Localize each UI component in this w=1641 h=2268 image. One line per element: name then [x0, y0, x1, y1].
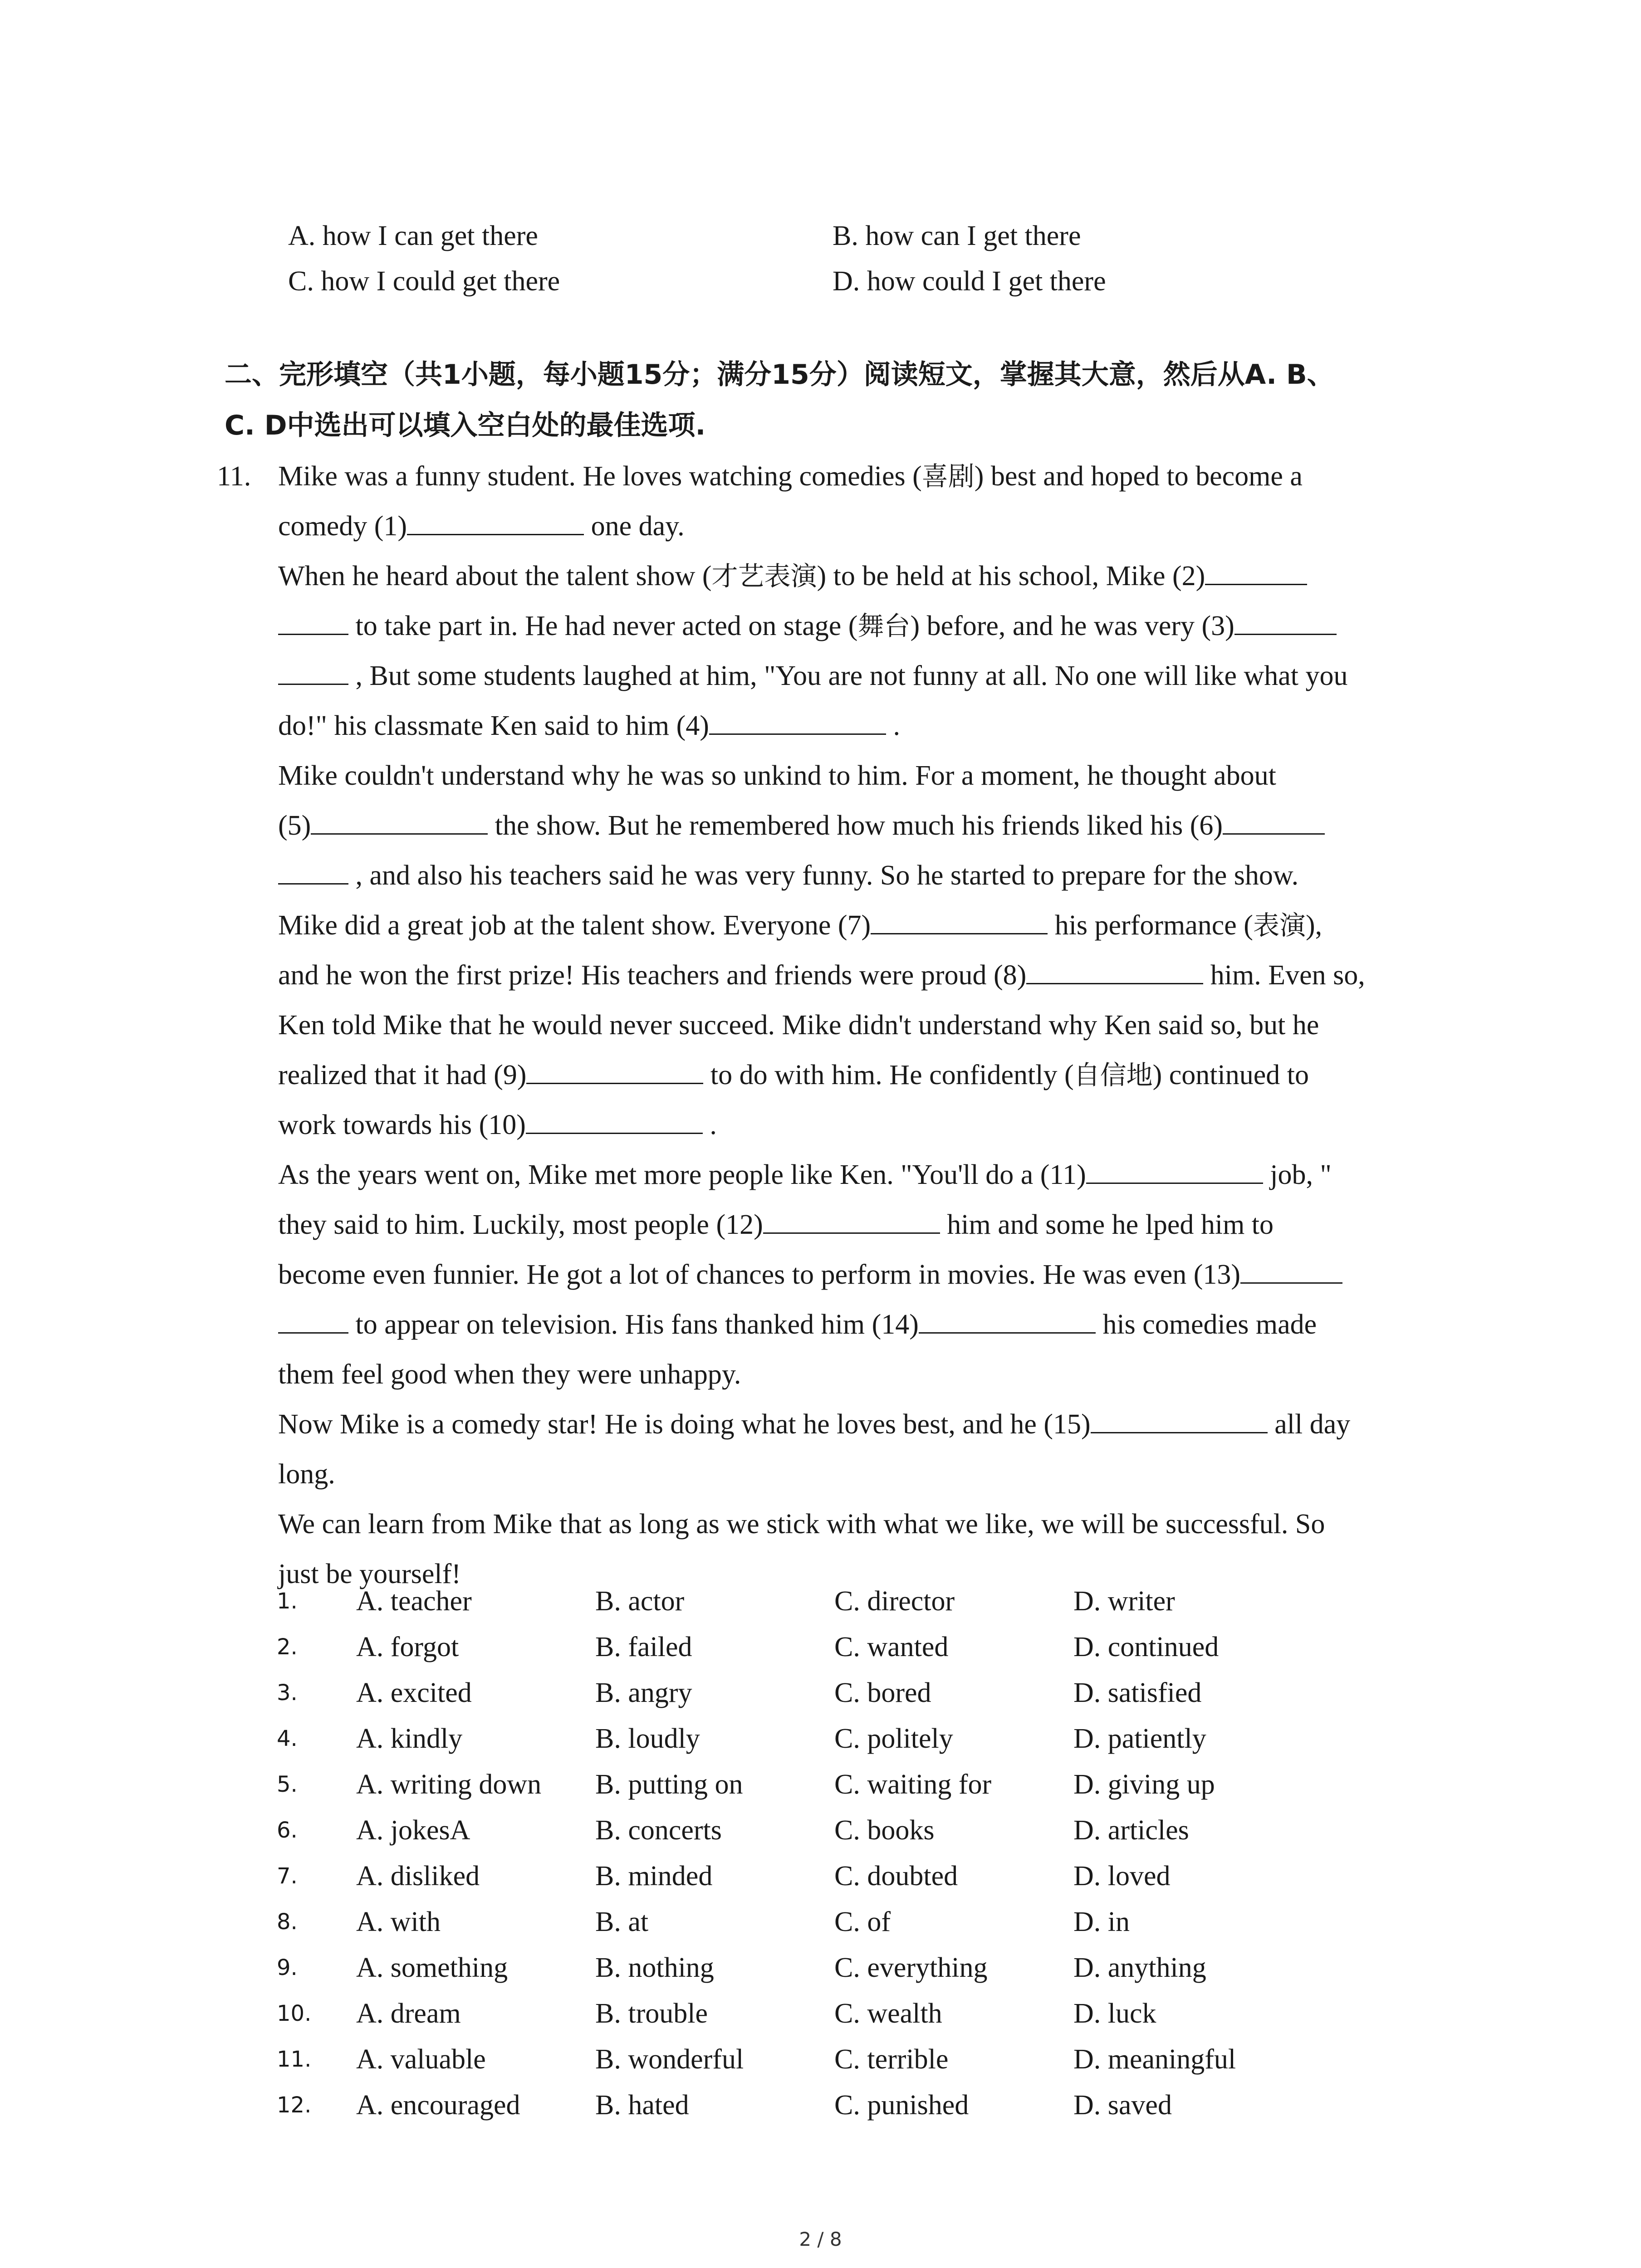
choice-option-a[interactable]: A. kindly: [356, 1723, 463, 1754]
choice-option-a[interactable]: A. something: [356, 1952, 508, 1983]
choice-option-c[interactable]: C. politely: [834, 1723, 953, 1754]
choice-option-a[interactable]: A. forgot: [356, 1632, 459, 1662]
choice-option-c[interactable]: C. wealth: [834, 1998, 942, 2029]
passage-text: work towards his (10): [278, 1110, 526, 1140]
passage-text: one day.: [584, 511, 685, 542]
passage-text: Mike couldn't understand why he was so unkind to him. For a moment, he thought about: [278, 760, 1276, 791]
blank-1[interactable]: [407, 511, 584, 535]
option-a: A. how I can get there: [288, 220, 538, 251]
blank-3[interactable]: [1234, 611, 1337, 635]
choice-row: [277, 1762, 1313, 1808]
passage-text: to take part in. He had never acted on stage (: [348, 611, 858, 641]
choice-option-c[interactable]: C. everything: [834, 1952, 988, 1983]
passage-text: We can learn from Mike that as long as we stick with what we like, we will be successful. So: [278, 1509, 1325, 1540]
choice-option-d[interactable]: D. luck: [1073, 1998, 1156, 2029]
choice-number: 8.: [277, 1909, 298, 1935]
question-number: 11.: [217, 461, 251, 492]
choice-option-d[interactable]: D. patiently: [1073, 1723, 1206, 1754]
passage-text: comedy (1): [278, 511, 407, 542]
choice-row: [277, 1716, 1313, 1762]
choice-option-d[interactable]: D. satisfied: [1073, 1677, 1202, 1708]
passage-line: [217, 900, 1451, 950]
passage-text: become even funnier. He got a lot of chances to perform in movies. He was even (13): [278, 1259, 1241, 1290]
choice-option-a[interactable]: A. writing down: [356, 1769, 542, 1800]
choice-number: 10.: [277, 2001, 312, 2026]
passage-text: to do with him. He confidently (: [703, 1060, 1074, 1090]
choice-row: [277, 2037, 1313, 2082]
choice-option-b[interactable]: B. failed: [595, 1632, 692, 1662]
choice-option-a[interactable]: A. excited: [356, 1677, 472, 1708]
passage-line: [217, 551, 1451, 601]
choice-option-a[interactable]: A. dream: [356, 1998, 461, 2029]
passage-line: [217, 950, 1451, 1000]
choice-option-d[interactable]: D. anything: [1073, 1952, 1206, 1983]
passage-line: [217, 1200, 1451, 1250]
choice-option-a[interactable]: A. jokesA: [356, 1815, 470, 1846]
blank-12[interactable]: [763, 1210, 940, 1234]
choice-number: 11.: [277, 2047, 312, 2072]
option-row: [288, 259, 1377, 304]
choice-option-b[interactable]: B. hated: [595, 2090, 689, 2121]
passage-line: [217, 1100, 1451, 1150]
passage-line: [217, 701, 1451, 751]
choice-option-d[interactable]: D. loved: [1073, 1861, 1171, 1892]
passage-line: [217, 751, 1451, 801]
choice-option-b[interactable]: B. trouble: [595, 1998, 708, 2029]
passage-line: [217, 1449, 1451, 1499]
passage-line: [217, 1499, 1451, 1549]
passage-text: the show. But he remembered how much his friends liked his (6): [488, 810, 1223, 841]
previous-question-options: [288, 213, 1377, 304]
passage-line: [217, 1349, 1451, 1399]
passage-text: When he heard about the talent show (: [278, 561, 712, 591]
passage-text: .: [702, 1110, 717, 1140]
choice-number: 7.: [277, 1863, 298, 1889]
passage-text: they said to him. Luckily, most people (12): [278, 1209, 763, 1240]
choice-option-c[interactable]: C. doubted: [834, 1861, 958, 1892]
passage-text: long.: [278, 1459, 335, 1490]
blank-13[interactable]: [1240, 1260, 1342, 1284]
option-c: C. how I could get there: [288, 266, 560, 297]
passage-line: [217, 501, 1451, 551]
passage-text: Now Mike is a comedy star! He is doing what he loves best, and he (15): [278, 1409, 1091, 1440]
choice-option-a[interactable]: A. valuable: [356, 2044, 486, 2075]
chinese-gloss: 表演: [1253, 910, 1306, 941]
choice-number: 9.: [277, 1955, 298, 1980]
choice-option-c[interactable]: C. books: [834, 1815, 935, 1846]
passage-text: Mike did a great job at the talent show. Everyone (7): [278, 910, 871, 941]
choice-row: [277, 1808, 1313, 1853]
passage-line: [217, 1050, 1451, 1100]
passage-text: do!" his classmate Ken said to him (4): [278, 710, 709, 741]
choice-option-a[interactable]: A. teacher: [356, 1586, 472, 1617]
choice-option-b[interactable]: B. putting on: [595, 1769, 743, 1800]
choice-option-b[interactable]: B. nothing: [595, 1952, 714, 1983]
passage-text: Mike was a funny student. He loves watching comedies (: [278, 461, 922, 492]
choice-option-b[interactable]: B. wonderful: [595, 2044, 744, 2075]
choice-option-b[interactable]: B. minded: [595, 1861, 713, 1892]
chinese-gloss: 舞台: [857, 611, 911, 641]
chinese-gloss: 喜剧: [921, 461, 975, 492]
choice-option-b[interactable]: B. at: [595, 1906, 649, 1937]
section-heading-line: 二、完形填空（共1小题，每小题15分；满分15分）阅读短文，掌握其大意，然后从A. B、: [225, 359, 1334, 391]
blank-5[interactable]: [311, 811, 488, 835]
choice-option-d[interactable]: D. in: [1073, 1906, 1130, 1937]
choice-row: [277, 1899, 1313, 1945]
blank-14[interactable]: [919, 1310, 1096, 1334]
passage-text: to appear on television. His fans thanked him (14): [348, 1309, 919, 1340]
passage-text: , But some students laughed at him, "You are not funny at all. No one will like what you: [348, 660, 1348, 691]
passage-line: [217, 850, 1451, 900]
blank-4[interactable]: [709, 711, 886, 735]
choice-option-c[interactable]: C. terrible: [834, 2044, 949, 2075]
passage-line: [217, 1150, 1451, 1200]
choice-option-c[interactable]: C. bored: [834, 1677, 931, 1708]
passage-line: [217, 1250, 1451, 1300]
passage-text: .: [886, 710, 900, 741]
choice-row: [277, 1945, 1313, 1991]
cloze-passage: [217, 451, 1451, 1599]
passage-text: Ken told Mike that he would never succeed. Mike didn't understand why Ken said so, but he: [278, 1010, 1319, 1041]
passage-text: job, ": [1263, 1159, 1332, 1190]
choice-number: 3.: [277, 1680, 298, 1706]
choice-option-b[interactable]: B. concerts: [595, 1815, 722, 1846]
blank-8[interactable]: [1026, 960, 1203, 984]
choice-row: [277, 1853, 1313, 1899]
passage-text: (5): [278, 810, 311, 841]
option-b: B. how can I get there: [833, 220, 1081, 251]
choice-number: 4.: [277, 1726, 298, 1751]
blank-3-continued[interactable]: [278, 661, 348, 685]
choice-option-c[interactable]: C. wanted: [834, 1632, 949, 1662]
passage-line: [217, 651, 1451, 701]
passage-text: all day: [1267, 1409, 1351, 1440]
page-number: 2 / 8: [799, 2228, 842, 2250]
passage-line: [217, 1399, 1451, 1449]
passage-text: and he won the first prize! His teachers and friends were proud (8): [278, 960, 1027, 991]
choice-option-a[interactable]: A. with: [356, 1906, 441, 1937]
choice-option-b[interactable]: B. angry: [595, 1677, 692, 1708]
answer-choices: [277, 1579, 1313, 2128]
choice-option-c[interactable]: C. punished: [834, 2090, 969, 2121]
section-heading: [225, 349, 1450, 451]
section-heading-line: C. D中选出可以填入空白处的最佳选项.: [225, 410, 706, 441]
passage-text: ) continued to: [1152, 1060, 1309, 1090]
blank-7[interactable]: [871, 910, 1048, 934]
passage-line: [217, 1300, 1451, 1349]
blank-2-continued[interactable]: [278, 611, 348, 635]
passage-text: , and also his teachers said he was very funny. So he started to prepare for the show.: [348, 860, 1299, 891]
passage-text: ),: [1305, 910, 1323, 941]
blank-9[interactable]: [526, 1060, 703, 1084]
passage-text: his comedies made: [1095, 1309, 1317, 1340]
choice-option-b[interactable]: B. actor: [595, 1586, 685, 1617]
choice-option-c[interactable]: C. of: [834, 1906, 891, 1937]
choice-row: [277, 2082, 1313, 2128]
choice-number: 1.: [277, 1589, 298, 1614]
passage-text: realized that it had (9): [278, 1060, 527, 1090]
choice-row: [277, 1991, 1313, 2037]
passage-text: just be yourself!: [278, 1559, 461, 1589]
passage-line: [217, 601, 1451, 651]
choice-row: [277, 1624, 1313, 1670]
choice-option-b[interactable]: B. loudly: [595, 1723, 700, 1754]
passage-line: [217, 451, 1451, 501]
choice-option-c[interactable]: C. director: [834, 1586, 955, 1617]
option-row: [288, 213, 1377, 259]
passage-text: ) before, and he was very (3): [910, 611, 1234, 641]
blank-15[interactable]: [1091, 1409, 1268, 1433]
passage-text: ) to be held at his school, Mike (2): [817, 561, 1205, 591]
passage-text: As the years went on, Mike met more people like Ken. "You'll do a (11): [278, 1159, 1086, 1190]
passage-text: his performance (: [1048, 910, 1253, 941]
choice-option-c[interactable]: C. waiting for: [834, 1769, 992, 1800]
blank-6[interactable]: [1223, 811, 1325, 835]
choice-option-d[interactable]: D. meaningful: [1073, 2044, 1236, 2075]
option-d: D. how could I get there: [833, 266, 1106, 297]
choice-option-a[interactable]: A. encouraged: [356, 2090, 520, 2121]
choice-option-d[interactable]: D. saved: [1073, 2090, 1172, 2121]
choice-option-d[interactable]: D. continued: [1073, 1632, 1219, 1662]
blank-11[interactable]: [1086, 1160, 1263, 1184]
choice-number: 6.: [277, 1818, 298, 1843]
choice-option-d[interactable]: D. writer: [1073, 1586, 1175, 1617]
choice-option-a[interactable]: A. disliked: [356, 1861, 480, 1892]
passage-text: him and some he lped him to: [940, 1209, 1274, 1240]
blank-10[interactable]: [526, 1110, 703, 1134]
choice-option-d[interactable]: D. articles: [1073, 1815, 1189, 1846]
choice-row: [277, 1670, 1313, 1716]
blank-13-continued[interactable]: [278, 1310, 348, 1334]
choice-number: 12.: [277, 2092, 312, 2118]
blank-2[interactable]: [1205, 561, 1307, 585]
chinese-gloss: 自信地: [1073, 1060, 1153, 1090]
choice-number: 2.: [277, 1634, 298, 1660]
blank-6-continued[interactable]: [278, 860, 348, 885]
passage-text: ) best and hoped to become a: [974, 461, 1303, 492]
passage-line: [217, 1000, 1451, 1050]
choice-number: 5.: [277, 1772, 298, 1797]
passage-text: him. Even so,: [1203, 960, 1365, 991]
passage-text: them feel good when they were unhappy.: [278, 1359, 741, 1390]
choice-option-d[interactable]: D. giving up: [1073, 1769, 1215, 1800]
passage-line: [217, 801, 1451, 850]
chinese-gloss: 才艺表演: [711, 561, 817, 591]
choice-row: [277, 1579, 1313, 1624]
